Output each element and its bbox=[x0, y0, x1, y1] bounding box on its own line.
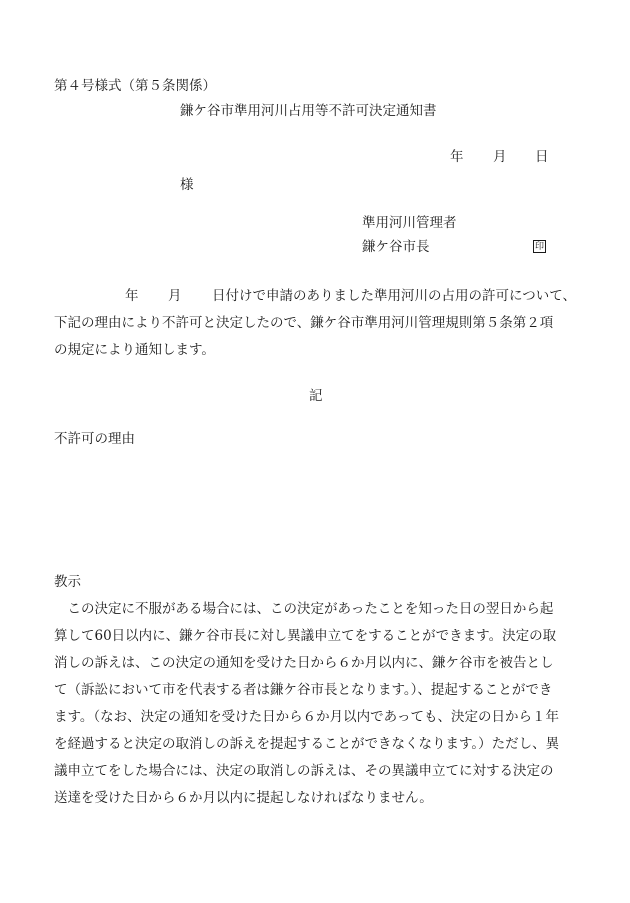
ki-heading: 記 bbox=[309, 388, 323, 404]
instruction-line: 送達を受けた日から６か月以内に提起しなければなりません。 bbox=[54, 790, 433, 806]
addressee-suffix: 様 bbox=[180, 177, 194, 193]
issuer-name: 鎌ケ谷市長 bbox=[362, 239, 430, 255]
form-number: 第４号様式（第５条関係） bbox=[54, 78, 216, 94]
document-title: 鎌ケ谷市準用河川占用等不許可決定通知書 bbox=[180, 103, 437, 119]
issuer-role: 準用河川管理者 bbox=[362, 215, 457, 231]
body-line2: 下記の理由により不許可と決定したので、鎌ケ谷市準用河川管理規則第５条第２項 bbox=[54, 315, 554, 331]
body-line1: 日付けで申請のありました準用河川の占用の許可について、 bbox=[212, 288, 576, 304]
reason-heading: 不許可の理由 bbox=[54, 431, 135, 447]
instruction-line: 算して60日以内に、鎌ケ谷市長に対し異議申立てをすることができます。決定の取 bbox=[54, 628, 557, 644]
instruction-line: を経過すると決定の取消しの訴えを提起することができなくなります。）ただし、異 bbox=[54, 736, 560, 752]
instruction-line: 議申立てをした場合には、決定の取消しの訴えは、その異議申立てに対する決定の bbox=[54, 763, 554, 779]
instruction-line: て（訴訟において市を代表する者は鎌ケ谷市長となります。）、提起することができ bbox=[54, 682, 553, 698]
date-year: 年 bbox=[450, 149, 464, 165]
body-line3: の規定により通知します。 bbox=[54, 342, 215, 358]
instruction-heading: 教示 bbox=[54, 574, 81, 590]
instruction-line: ます。（なお、決定の通知を受けた日から６か月以内であっても、決定の日から１年 bbox=[54, 709, 560, 725]
body-year: 年 bbox=[125, 288, 139, 304]
date-day: 日 bbox=[535, 149, 549, 165]
body-month: 月 bbox=[168, 288, 182, 304]
instruction-line: 消しの訴えは、この決定の通知を受けた日から６か月以内に、鎌ケ谷市を被告とし bbox=[54, 655, 554, 671]
instruction-line: この決定に不服がある場合には、この決定があったことを知った日の翌日から起 bbox=[54, 601, 554, 617]
instruction-text bbox=[54, 596, 559, 812]
date-month: 月 bbox=[493, 149, 507, 165]
seal-mark: 印 bbox=[534, 242, 544, 252]
